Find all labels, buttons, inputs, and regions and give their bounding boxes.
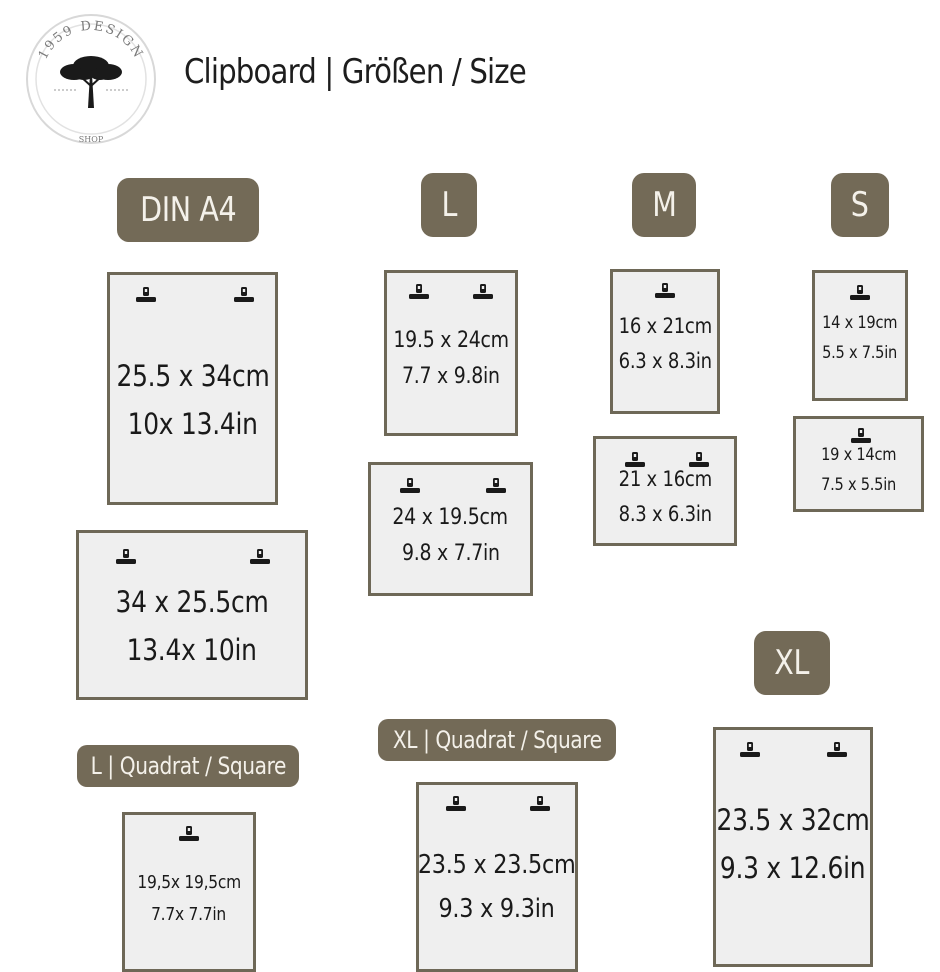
clip-icon	[178, 825, 200, 843]
clip-icon	[739, 741, 761, 759]
size-metric: 16 x 21cm	[618, 313, 712, 338]
clip-icon	[445, 795, 467, 813]
board-xl-portrait	[713, 727, 873, 967]
size-imperial: 5.5 x 7.5in	[822, 342, 898, 363]
clip-icon	[135, 286, 157, 304]
clip-icon	[849, 284, 871, 302]
logo-bottom-text: SHOP	[78, 135, 104, 144]
badge-l: L	[421, 173, 477, 237]
badge-s: S	[831, 173, 889, 237]
board-din-a4-landscape	[76, 530, 308, 700]
shop-logo	[24, 12, 158, 146]
clip-icon	[485, 477, 507, 495]
board-m-landscape	[593, 436, 737, 546]
size-imperial: 6.3 x 8.3in	[618, 348, 712, 373]
size-imperial: 9.3 x 12.6in	[720, 851, 866, 885]
board-din-a4-portrait	[107, 272, 278, 505]
clip-icon	[654, 282, 676, 300]
board-s-landscape	[793, 416, 924, 512]
size-imperial: 9.8 x 7.7in	[401, 541, 500, 566]
board-xl-square	[416, 782, 578, 972]
size-metric: 19,5x 19,5cm	[137, 872, 241, 893]
clip-icon	[115, 548, 137, 566]
size-metric: 19.5 x 24cm	[393, 328, 509, 353]
size-imperial: 8.3 x 6.3in	[618, 502, 712, 526]
size-metric: 23.5 x 23.5cm	[418, 850, 576, 880]
board-m-portrait	[610, 269, 720, 414]
clip-icon	[399, 477, 421, 495]
size-metric: 21 x 16cm	[618, 467, 712, 491]
size-metric: 23.5 x 32cm	[716, 803, 870, 837]
clip-icon	[472, 283, 494, 301]
size-metric: 24 x 19.5cm	[392, 505, 509, 530]
size-metric: 19 x 14cm	[820, 445, 897, 465]
clip-icon	[826, 741, 848, 759]
badge-xl: XL	[754, 631, 830, 695]
badge-l-square: L | Quadrat / Square	[77, 745, 299, 787]
size-imperial: 7.7x 7.7in	[151, 904, 227, 925]
size-metric: 34 x 25.5cm	[115, 585, 269, 619]
size-imperial: 9.3 x 9.3in	[438, 894, 556, 924]
size-imperial: 13.4x 10in	[126, 633, 258, 667]
size-metric: 25.5 x 34cm	[115, 358, 270, 393]
board-l-portrait	[384, 270, 518, 436]
clip-icon	[249, 548, 271, 566]
size-imperial: 7.7 x 9.8in	[402, 364, 500, 389]
board-l-square	[122, 812, 256, 972]
logo-top-text: 1959 DESIGN	[35, 18, 147, 62]
badge-m: M	[632, 173, 696, 237]
badge-xl-square: XL | Quadrat / Square	[378, 719, 616, 761]
size-imperial: 10x 13.4in	[127, 406, 258, 441]
size-imperial: 7.5 x 5.5in	[821, 475, 896, 495]
clip-icon	[408, 283, 430, 301]
board-s-portrait	[812, 270, 908, 401]
badge-din-a4: DIN A4	[117, 178, 259, 242]
clip-icon	[529, 795, 551, 813]
page-title: Clipboard | Größen / Size	[184, 52, 526, 92]
board-l-landscape	[368, 462, 533, 596]
clip-icon	[233, 286, 255, 304]
size-metric: 14 x 19cm	[822, 312, 898, 333]
